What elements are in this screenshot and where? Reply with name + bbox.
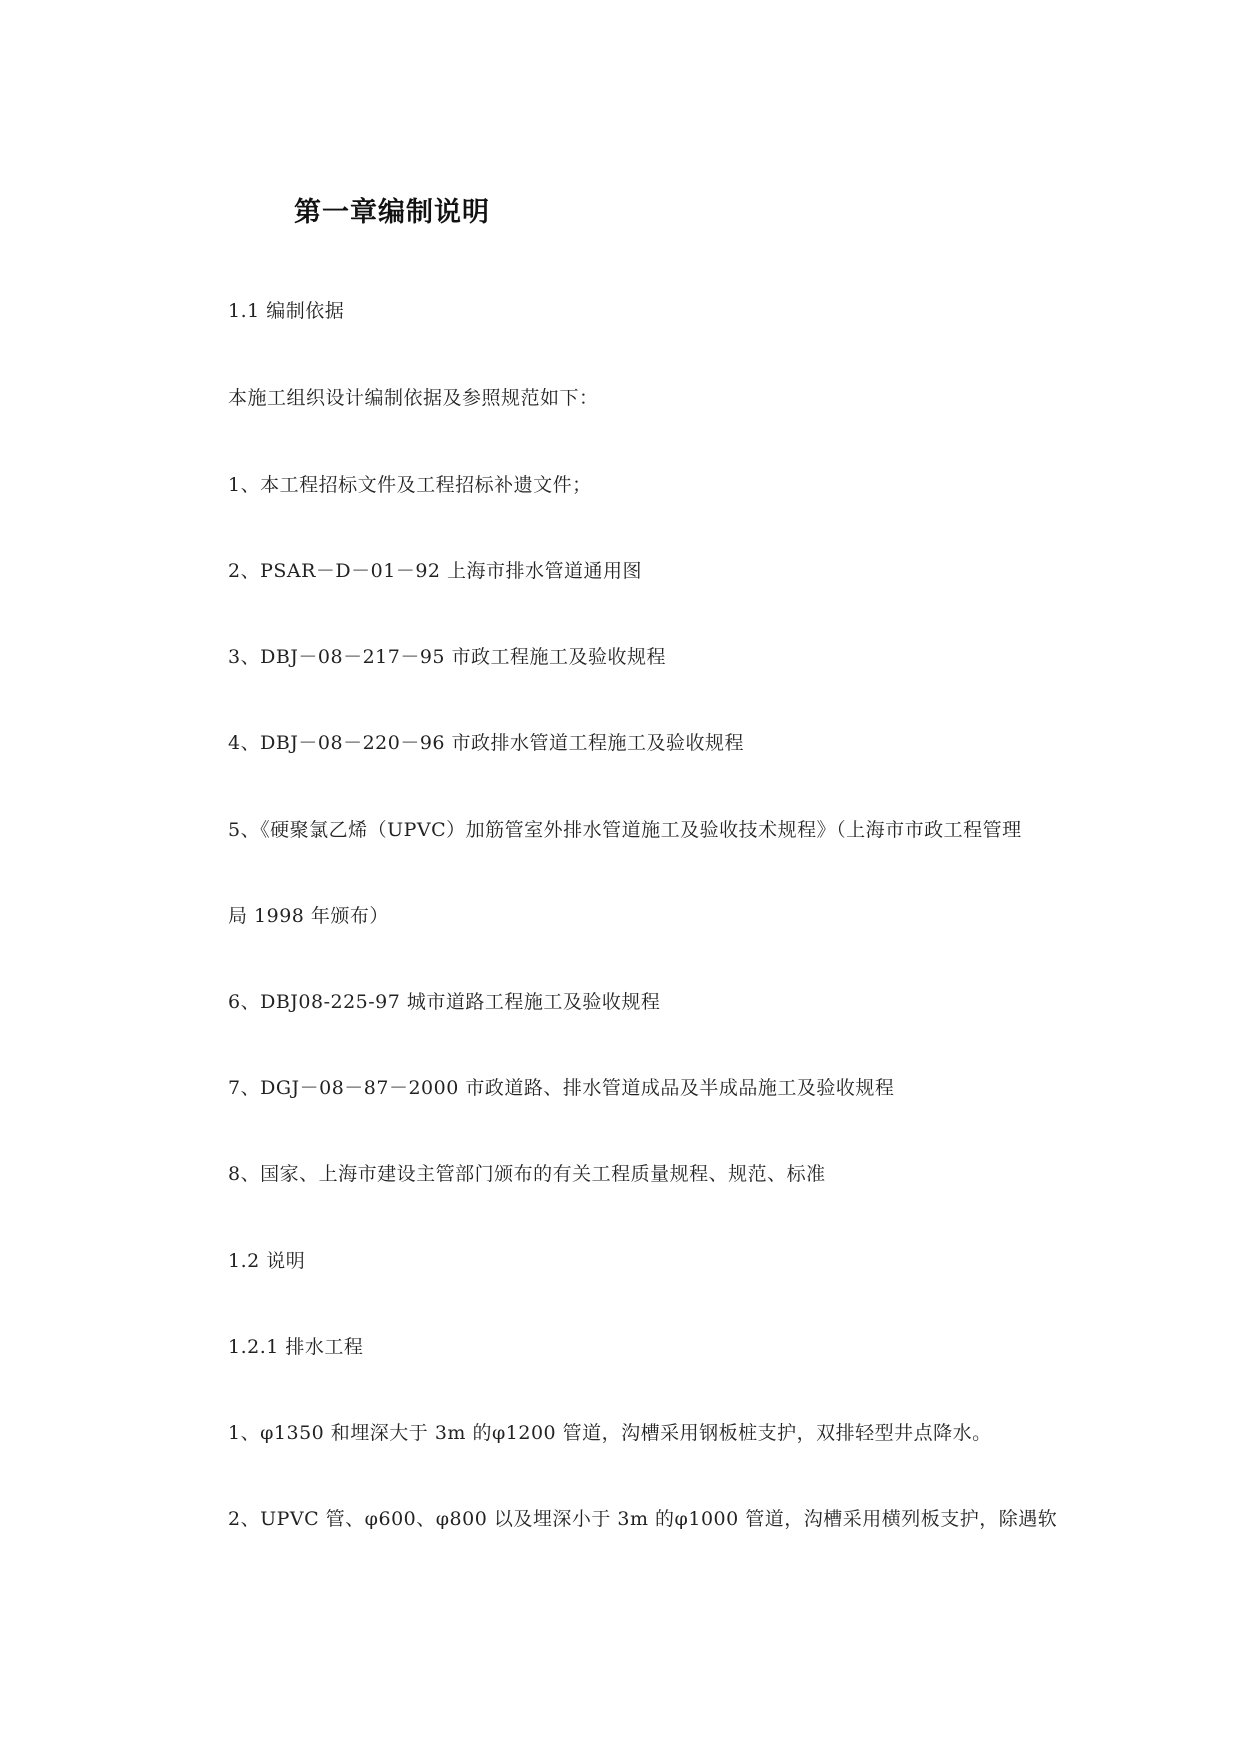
list-item-5-continued: 局 1998 年颁布） (228, 905, 389, 927)
list-item-5: 5、《硬聚氯乙烯（UPVC）加筋管室外排水管道施工及验收技术规程》（上海市市政工程管理 (228, 819, 1022, 841)
list-item-7: 7、DGJ－08－87－2000 市政道路、排水管道成品及半成品施工及验收规程 (228, 1077, 895, 1099)
chapter-title: 第一章编制说明 (294, 197, 490, 228)
section-heading-1-1: 1.1 编制依据 (228, 300, 345, 322)
list-item-1: 1、本工程招标文件及工程招标补遗文件； (228, 474, 592, 496)
drainage-item-2: 2、UPVC 管、φ600、φ800 以及埋深小于 3m 的φ1000 管道，沟槽采用横列板支护，除遇软 (228, 1508, 1058, 1530)
list-item-8: 8、国家、上海市建设主管部门颁布的有关工程质量规程、规范、标准 (228, 1163, 826, 1185)
intro-paragraph: 本施工组织设计编制依据及参照规范如下： (228, 387, 599, 409)
list-item-2: 2、PSAR－D－01－92 上海市排水管道通用图 (228, 560, 643, 582)
list-item-6: 6、DBJ08-225-97 城市道路工程施工及验收规程 (228, 991, 661, 1013)
section-heading-1-2: 1.2 说明 (228, 1250, 306, 1272)
drainage-item-1: 1、φ1350 和埋深大于 3m 的φ1200 管道，沟槽采用钢板桩支护，双排轻型井点降水。 (228, 1422, 992, 1444)
subsection-heading-1-2-1: 1.2.1 排水工程 (228, 1336, 364, 1358)
list-item-3: 3、DBJ－08－217－95 市政工程施工及验收规程 (228, 646, 667, 668)
list-item-4: 4、DBJ－08－220－96 市政排水管道工程施工及验收规程 (228, 732, 745, 754)
